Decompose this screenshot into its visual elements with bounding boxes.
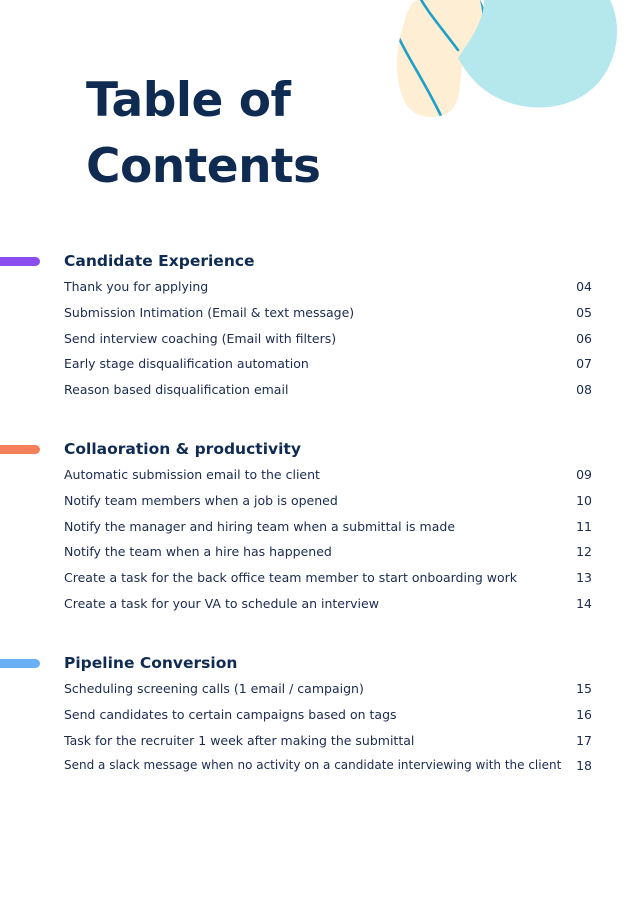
toc-entry-title: Notify team members when a job is opened xyxy=(64,492,338,508)
toc-entry-title: Automatic submission email to the client xyxy=(64,467,320,482)
section-accent-bar xyxy=(0,445,40,454)
toc-entry-title: Reason based disqualification email xyxy=(64,382,289,398)
toc-entry[interactable] xyxy=(64,326,592,352)
toc-entry[interactable] xyxy=(64,274,592,300)
section-accent-bar xyxy=(0,257,40,266)
toc-entry[interactable] xyxy=(64,728,592,754)
section-heading: Candidate Experience xyxy=(64,252,255,270)
toc-entry[interactable] xyxy=(64,702,592,728)
toc-entry-page: 17 xyxy=(576,732,592,748)
cyan-blob xyxy=(458,0,617,108)
toc-entry-page: 08 xyxy=(576,382,592,398)
toc-entry[interactable] xyxy=(64,351,592,377)
toc-entry[interactable] xyxy=(64,565,592,591)
toc-entry-title: Create a task for the back office team member to start onboarding work xyxy=(64,570,518,586)
toc-entry-page: 13 xyxy=(576,570,592,586)
toc-entry-title: Notify the team when a hire has happened xyxy=(64,544,332,560)
toc-entry-title: Thank you for applying xyxy=(64,279,209,294)
toc-entry-title: Create a task for your VA to schedule an interview xyxy=(64,595,379,611)
toc-entry[interactable] xyxy=(64,462,592,488)
toc-entry[interactable] xyxy=(64,539,592,565)
toc-entry-title: Send a slack message when no activity on a candidate interviewing with the client xyxy=(64,758,562,773)
toc-entry[interactable] xyxy=(64,753,592,779)
page-title-line-1: Table of xyxy=(86,73,291,128)
toc-entry-title: Task for the recruiter 1 week after making the submittal xyxy=(64,732,415,748)
toc-entry-page: 04 xyxy=(576,279,592,294)
toc-entry-title: Scheduling screening calls (1 email / campaign) xyxy=(64,681,364,696)
section-heading: Pipeline Conversion xyxy=(64,654,238,672)
toc-entry-title: Send candidates to certain campaigns based on tags xyxy=(64,706,397,722)
toc-entry-page: 07 xyxy=(576,356,592,372)
toc-entry-list xyxy=(64,274,592,403)
toc-entry-list xyxy=(64,676,592,779)
toc-entry-page: 11 xyxy=(576,518,592,534)
toc-entry-page: 10 xyxy=(576,492,592,508)
toc-entry-list xyxy=(64,462,592,617)
toc-entry-page: 12 xyxy=(576,544,592,560)
toc-entry-page: 09 xyxy=(576,467,592,482)
toc-entry-page: 06 xyxy=(576,330,592,346)
section-heading: Collaoration & productivity xyxy=(64,440,301,458)
toc-entry-title: Early stage disqualification automation xyxy=(64,356,309,372)
section-accent-bar xyxy=(0,659,40,668)
toc-entry[interactable] xyxy=(64,514,592,540)
toc-entry[interactable] xyxy=(64,591,592,617)
decorative-blob-shapes xyxy=(380,0,638,130)
toc-entry-page: 18 xyxy=(576,758,592,774)
toc-entry-title: Send interview coaching (Email with filters) xyxy=(64,330,337,346)
toc-entry-page: 15 xyxy=(576,681,592,696)
toc-entry-title: Notify the manager and hiring team when a submittal is made xyxy=(64,518,456,534)
toc-entry[interactable] xyxy=(64,377,592,403)
toc-entry[interactable] xyxy=(64,300,592,326)
toc-entry[interactable] xyxy=(64,676,592,702)
page-title-line-2: Contents xyxy=(86,139,321,194)
page-title xyxy=(86,68,321,200)
toc-entry[interactable] xyxy=(64,488,592,514)
toc-entry-title: Submission Intimation (Email & text message) xyxy=(64,304,355,320)
toc-entry-page: 05 xyxy=(576,304,592,320)
toc-entry-page: 14 xyxy=(576,595,592,611)
toc-entry-page: 16 xyxy=(576,706,592,722)
